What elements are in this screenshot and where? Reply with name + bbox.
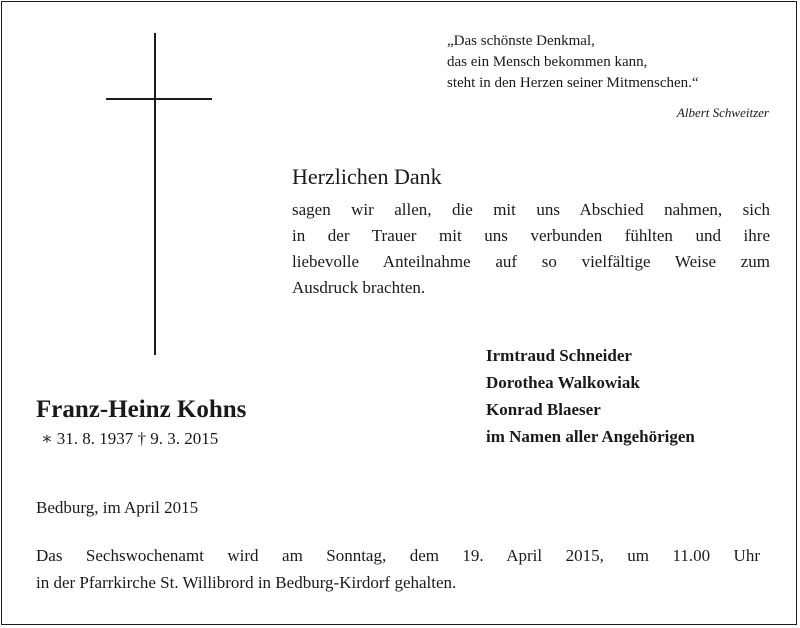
signer-name: Irmtraud Schneider bbox=[486, 346, 632, 365]
quote-block bbox=[447, 31, 777, 94]
thanks-line: sagen wir allen, die mit uns Abschied nahmen, sich bbox=[292, 200, 770, 219]
quote-author: Albert Schweitzer bbox=[676, 105, 769, 120]
signers-list bbox=[486, 342, 695, 450]
mass-announcement bbox=[36, 542, 760, 596]
cross-vertical-bar bbox=[154, 33, 156, 355]
mass-line: in der Pfarrkirche St. Willibrord in Bedburg-Kirdorf gehalten. bbox=[36, 573, 457, 592]
quote-line: „Das schönste Denkmal, bbox=[447, 33, 595, 49]
deceased-name: Franz-Heinz Kohns bbox=[36, 396, 247, 423]
quote-line: steht in den Herzen seiner Mitmenschen.“ bbox=[447, 75, 699, 91]
mass-line: Das Sechswochenamt wird am Sonntag, dem 19. April 2015, um 11.00 Uhr bbox=[36, 546, 760, 565]
thanks-line: liebevolle Anteilnahme auf so vielfältige Weise zum bbox=[292, 252, 770, 271]
notice-frame bbox=[1, 1, 797, 625]
deceased-dates: ∗ 31. 8. 1937 † 9. 3. 2015 bbox=[41, 429, 219, 448]
place-date: Bedburg, im April 2015 bbox=[36, 498, 199, 517]
thanks-title: Herzlichen Dank bbox=[292, 164, 442, 189]
signer-name: Konrad Blaeser bbox=[486, 400, 601, 419]
thanks-line: in der Trauer mit uns verbunden fühlten und ihre bbox=[292, 226, 770, 245]
signer-name: Dorothea Walkowiak bbox=[486, 373, 640, 392]
thanks-line: Ausdruck brachten. bbox=[292, 278, 426, 297]
quote-line: das ein Mensch bekommen kann, bbox=[447, 54, 648, 70]
thanks-text bbox=[292, 197, 770, 301]
cross-horizontal-bar bbox=[106, 98, 212, 100]
signer-family-note: im Namen aller Angehörigen bbox=[486, 427, 695, 446]
